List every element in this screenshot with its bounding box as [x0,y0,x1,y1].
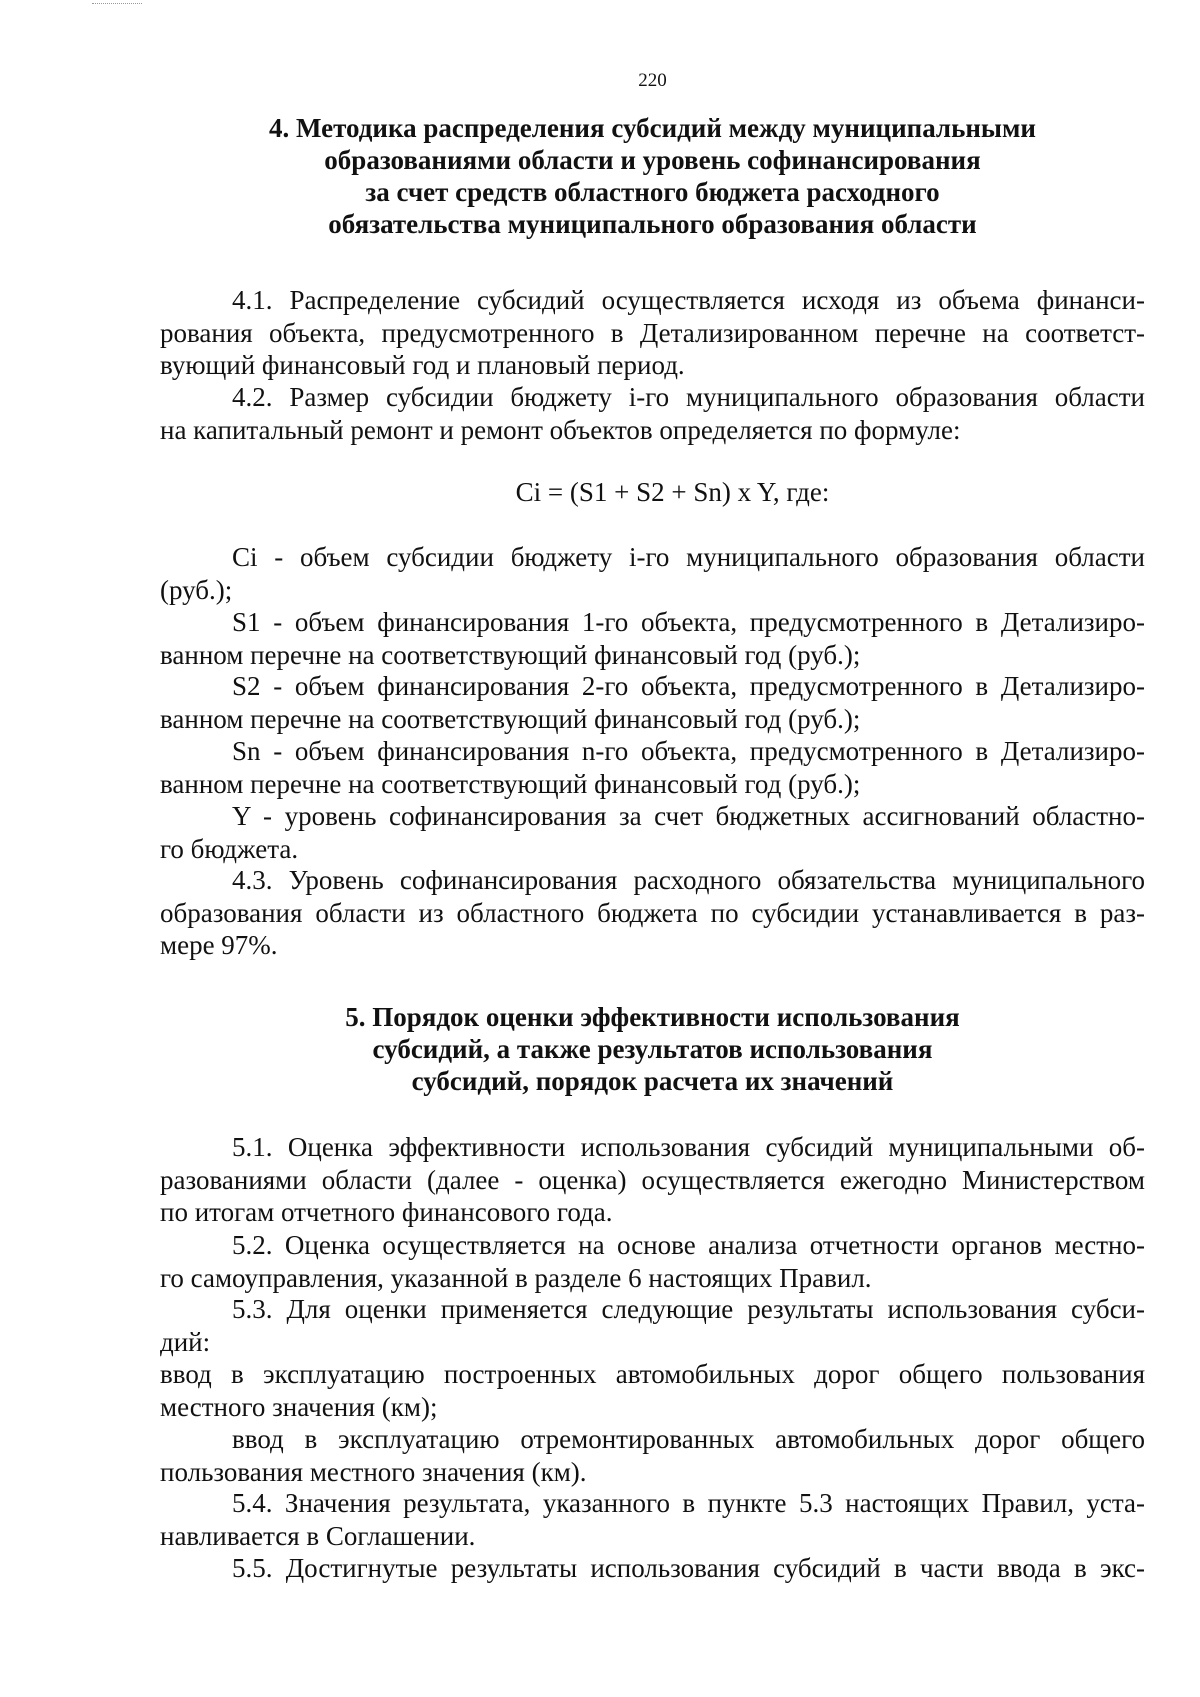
text-line: го самоуправления, указанной в разделе 6 настоящих Правил. [160,1262,872,1293]
text-line: 5.3. Для оценки применяется следующие результаты использования субси- [232,1294,1145,1324]
text-line: по итогам отчетного финансового года. [160,1197,613,1227]
text-line: ввод в эксплуатацию отремонтированных автомобильных дорог общего [232,1424,1145,1454]
definition-s2 [160,670,1145,735]
paragraph-5-3 [160,1293,1145,1358]
definition-ci [160,541,1145,606]
text-line: (руб.); [160,574,233,605]
text-line: пользования местного значения (км). [160,1456,587,1487]
definition-y [160,800,1145,865]
text-line: S1 - объем финансирования 1-го объекта, предусмотренного в Детализиро- [232,607,1145,637]
formula [160,476,1145,508]
text-line: 4.1. Распределение субсидий осуществляется исходя из объема финанси- [232,285,1145,315]
paragraph-4-1 [160,284,1145,382]
text-line: вующий финансовый год и плановый период. [160,350,685,380]
text-line: Ci - объем субсидии бюджету i-го муниципального образования области [232,542,1145,572]
section-5-title-line: субсидий, а также результатов использования [372,1034,933,1064]
text-line: разованиями области (далее - оценка) осуществляется ежегодно Министерством [160,1164,1145,1195]
text-line: S2 - объем финансирования 2-го объекта, предусмотренного в Детализиро- [232,671,1145,701]
page-number: 220 [638,70,667,91]
text-line: 4.2. Размер субсидии бюджету i-го муниципального образования области [232,382,1145,412]
result-item-built-roads [160,1358,1145,1423]
section-5-title-line: субсидий, порядок расчета их значений [411,1066,894,1096]
definition-sn [160,735,1145,800]
text-line: ввод в эксплуатацию построенных автомобильных дорог общего пользования [160,1359,1145,1389]
result-item-repaired-roads [160,1423,1145,1488]
definition-s1 [160,606,1145,671]
text-line: Sn - объем финансирования n-го объекта, предусмотренного в Детализиро- [232,736,1145,766]
paragraph-5-1 [160,1131,1145,1229]
text-line: образования области из областного бюджета по субсидии устанавливается в раз- [160,897,1145,928]
text-line: ванном перечне на соответствующий финансовый год (руб.); [160,639,861,670]
paragraph-4-3 [160,864,1145,962]
text-line: навливается в Соглашении. [160,1520,476,1551]
text-line: дий: [160,1326,211,1357]
text-line: 5.2. Оценка осуществляется на основе анализа отчетности органов местно- [232,1230,1145,1260]
text-line: 5.5. Достигнутые результаты использования субсидий в части ввода в экс- [232,1553,1145,1583]
section-4-title-line: 4. Методика распределения субсидий между муниципальными [269,113,1036,143]
text-line: 5.4. Значения результата, указанного в пункте 5.3 настоящих Правил, уста- [232,1488,1145,1518]
section-4-title-line: образованиями области и уровень софинансирования [324,145,981,175]
section-5-title-line: 5. Порядок оценки эффективности использования [345,1002,960,1032]
section-5-title [160,1001,1145,1097]
text-line: местного значения (км); [160,1391,438,1422]
text-line: мере 97%. [160,930,278,960]
paragraph-4-2 [160,381,1145,446]
document-page [160,0,1145,1697]
text-line: 5.1. Оценка эффективности использования субсидий муниципальными об- [232,1132,1145,1162]
text-line: 4.3. Уровень софинансирования расходного обязательства муниципального [232,865,1145,895]
scan-artifact [92,0,142,4]
formula-text: Ci = (S1 + S2 + Sn) x Y, где: [515,477,830,507]
section-4-title-line: за счет средств областного бюджета расходного [365,177,940,207]
paragraph-5-2 [160,1229,1145,1294]
paragraph-5-4 [160,1487,1145,1552]
text-line: го бюджета. [160,833,299,864]
text-line: ванном перечне на соответствующий финансовый год (руб.); [160,703,861,734]
text-line: Y - уровень софинансирования за счет бюджетных ассигнований областно- [232,801,1145,831]
text-line: на капитальный ремонт и ремонт объектов определяется по формуле: [160,414,961,445]
section-4-title [160,112,1145,240]
text-line: ванном перечне на соответствующий финансовый год (руб.); [160,768,861,799]
paragraph-5-5 [160,1552,1145,1585]
text-line: рования объекта, предусмотренного в Детализированном перечне на соответст- [160,317,1145,348]
section-4-title-line: обязательства муниципального образования области [328,209,977,239]
